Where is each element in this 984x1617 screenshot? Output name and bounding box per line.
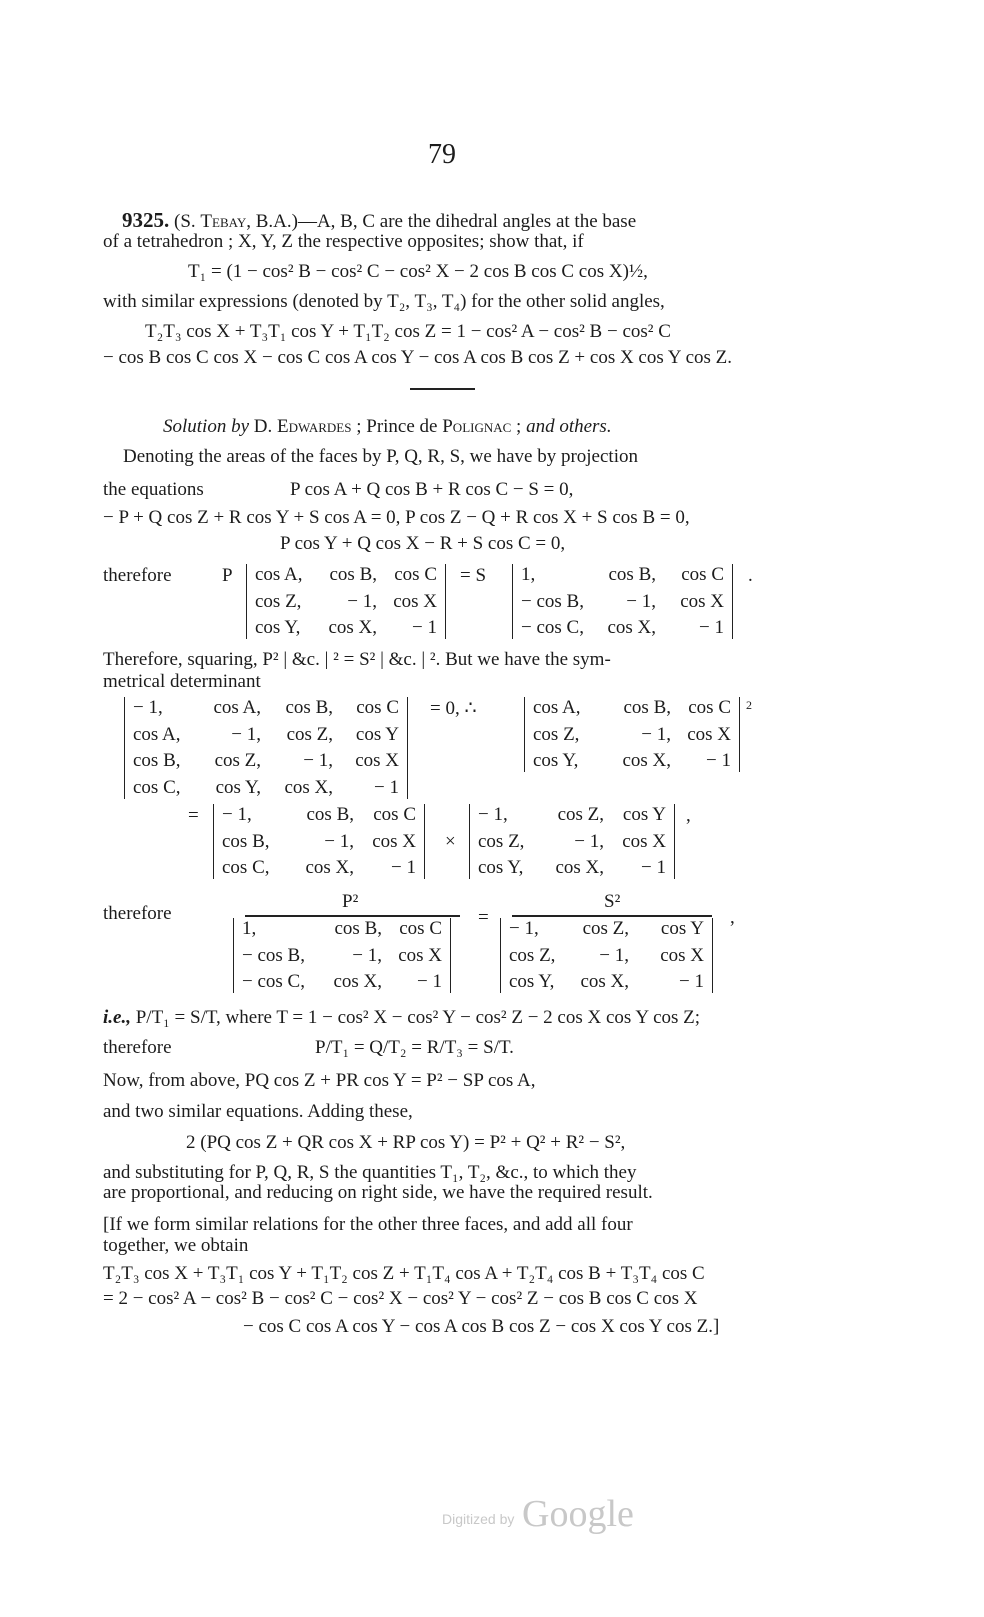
determinant-cell: − 1,: [222, 804, 252, 825]
determinant-cell: − 1: [374, 776, 399, 798]
determinant-cell: cos Y,: [509, 971, 555, 992]
determinant-cell: − 1: [412, 617, 437, 638]
determinant-cell: − cos C,: [521, 617, 584, 638]
determinant-cell: cos B,: [285, 697, 333, 718]
author-name: Tebay: [200, 211, 247, 232]
determinant: [124, 697, 408, 799]
problem-line: with similar expressions (denoted by T₂, T₃, T₄) for the other solid angles,: [103, 291, 665, 312]
determinant-cell: − 1,: [133, 697, 163, 718]
determinant-cell: cos C: [688, 697, 731, 718]
paragraph: Now, from above, PQ cos Z + PR cos Y = P² − SP cos A,: [103, 1070, 536, 1091]
determinant-cell: cos Z,: [582, 918, 629, 939]
determinant-cell: cos C,: [133, 776, 181, 798]
determinant-cell: cos X,: [580, 971, 629, 992]
determinant-cell: cos A,: [255, 564, 303, 585]
determinant-cell: cos Y,: [533, 750, 579, 771]
determinant-cell: cos X,: [333, 971, 382, 992]
determinant-cell: − 1: [641, 857, 666, 878]
solution-credit: [163, 416, 612, 438]
problem-number: 9325.: [122, 208, 170, 232]
equation-t1: T₁ = (1 − cos² B − cos² C − cos² X − 2 cos B cos C cos X)½,: [188, 261, 648, 282]
determinant-cell: − 1,: [509, 918, 539, 939]
symbol: ,: [730, 907, 735, 928]
fraction-bar: [245, 915, 460, 917]
equation: P/T₁ = Q/T₂ = R/T₃ = S/T.: [315, 1037, 514, 1058]
determinant-cell: 1,: [521, 564, 536, 585]
digitized-label: Digitized by: [442, 1511, 515, 1527]
credit-label: Solution by: [163, 416, 250, 437]
fraction-numerator: P²: [342, 891, 359, 912]
determinant: [512, 564, 733, 639]
equation-main: T₂T₃ cos X + T₃T₁ cos Y + T₁T₂ cos Z = 1 − cos² A − cos² B − cos² C: [145, 321, 671, 342]
determinant-cell: − 1,: [478, 804, 508, 825]
problem-line: of a tetrahedron ; X, Y, Z the respective opposites; show that, if: [103, 231, 584, 252]
determinant-cell: cos Z,: [214, 750, 261, 771]
symbol: ,: [686, 805, 691, 826]
equation: P cos Y + Q cos X − R + S cos C = 0,: [280, 533, 566, 554]
fraction-numerator: S²: [604, 891, 621, 912]
problem-text: (S.: [174, 211, 201, 232]
determinant-cell: cos C,: [222, 857, 270, 878]
determinant-cell: cos Y: [622, 804, 666, 825]
determinant: [233, 918, 451, 993]
symbol: = S: [460, 565, 487, 586]
determinant-cell: cos C: [399, 918, 442, 939]
equation: P cos A + Q cos B + R cos C − S = 0,: [290, 479, 574, 500]
determinant-cell: cos Z,: [286, 723, 333, 745]
text-label: therefore: [103, 903, 172, 924]
solver-name: Edwardes: [277, 416, 352, 437]
text-label: therefore: [103, 565, 172, 586]
determinant-cell: cos X,: [305, 857, 354, 878]
symbol: .: [748, 565, 753, 586]
determinant: [213, 804, 425, 879]
equation: − cos C cos A cos Y − cos A cos B cos Z − cos X cos Y cos Z.]: [243, 1316, 720, 1337]
determinant-cell: − cos B,: [521, 590, 584, 612]
google-watermark: Google: [522, 1493, 634, 1535]
determinant-cell: cos Z,: [509, 944, 556, 966]
credit-others: and others.: [526, 416, 612, 437]
problem-text: , B.A.)—A, B, C are the dihedral angles at the base: [246, 211, 637, 232]
determinant-cell: cos B,: [608, 564, 656, 585]
equation: 2 (PQ cos Z + QR cos X + RP cos Y) = P² + Q² + R² − S²,: [186, 1132, 626, 1153]
determinant-cell: − cos C,: [242, 971, 305, 992]
superscript: 2: [746, 698, 752, 712]
determinant: [500, 918, 713, 993]
determinant-cell: cos X,: [607, 617, 656, 638]
symbol: P: [222, 565, 233, 586]
determinant-cell: − 1,: [303, 750, 333, 771]
determinant-cell: cos B,: [133, 750, 181, 771]
paragraph: [If we form similar relations for the other three faces, and add all four: [103, 1214, 633, 1235]
determinant-cell: cos B,: [623, 697, 671, 718]
determinant-cell: cos C: [681, 564, 724, 585]
determinant: [469, 804, 675, 879]
determinant-cell: cos A,: [133, 723, 181, 745]
paragraph: Therefore, squaring, P² | &c. | ² = S² | &c. | ². But we have the sym-: [103, 649, 611, 670]
determinant-cell: cos X: [355, 750, 399, 771]
credit-text: D.: [249, 416, 278, 437]
determinant-cell: − cos B,: [242, 944, 305, 966]
symbol: ×: [445, 831, 456, 852]
determinant-cell: cos B,: [306, 804, 354, 825]
problem-heading: [122, 209, 636, 233]
paragraph: and two similar equations. Adding these,: [103, 1101, 413, 1122]
determinant: [524, 697, 740, 772]
paragraph: Denoting the areas of the faces by P, Q, R, S, we have by projection: [123, 446, 638, 467]
solver-name: Polignac: [442, 416, 512, 437]
determinant-cell: cos X,: [328, 617, 377, 638]
determinant-cell: cos Y: [355, 723, 399, 745]
determinant-cell: cos X,: [622, 750, 671, 771]
determinant-cell: cos Y,: [478, 857, 524, 878]
determinant-cell: cos X: [660, 944, 704, 966]
equation: − P + Q cos Z + R cos Y + S cos A = 0, P cos Z − Q + R cos X + S cos B = 0,: [103, 507, 690, 528]
determinant-cell: cos C: [356, 697, 399, 718]
paragraph: and substituting for P, Q, R, S the quantities T₁, T₂, &c., to which they: [103, 1162, 637, 1183]
determinant-cell: cos X: [393, 590, 437, 612]
determinant-cell: cos C: [373, 804, 416, 825]
determinant-cell: cos C: [394, 564, 437, 585]
determinant-cell: − 1,: [231, 723, 261, 745]
symbol: =: [188, 805, 199, 826]
symbol: =: [478, 907, 489, 928]
determinant-cell: − 1,: [324, 830, 354, 852]
determinant-cell: cos Y,: [215, 776, 261, 798]
credit-text: ;: [511, 416, 527, 437]
determinant-cell: cos Y: [660, 918, 704, 939]
abbrev: i.e.,: [103, 1007, 131, 1028]
determinant: [246, 564, 446, 639]
determinant-cell: cos B,: [222, 830, 270, 852]
determinant-cell: cos X,: [555, 857, 604, 878]
determinant-cell: cos Y,: [255, 617, 301, 638]
determinant-cell: cos X: [687, 723, 731, 745]
text-label: the equations: [103, 479, 204, 500]
symbol: = 0, ∴: [430, 698, 477, 719]
section-divider: [410, 388, 475, 390]
equation: P/T₁ = S/T, where T = 1 − cos² X − cos² Y − cos² Z − 2 cos X cos Y cos Z;: [130, 1007, 701, 1028]
determinant-cell: − 1,: [626, 590, 656, 612]
fraction-bar: [512, 915, 712, 917]
paragraph: are proportional, and reducing on right side, we have the required result.: [103, 1182, 653, 1203]
equation: T₂T₃ cos X + T₃T₁ cos Y + T₁T₂ cos Z + T₁T₄ cos A + T₂T₄ cos B + T₃T₄ cos C: [103, 1263, 705, 1284]
text-label: therefore: [103, 1037, 172, 1058]
determinant-cell: cos X: [680, 590, 724, 612]
determinant-cell: cos Z,: [533, 723, 580, 745]
determinant-cell: cos Z,: [255, 590, 302, 612]
determinant-cell: cos X: [622, 830, 666, 852]
determinant-cell: − 1: [391, 857, 416, 878]
determinant-cell: cos X,: [284, 776, 333, 798]
determinant-cell: cos A,: [533, 697, 581, 718]
determinant-cell: cos Z,: [478, 830, 525, 852]
determinant-cell: cos B,: [329, 564, 377, 585]
determinant-cell: cos Z,: [557, 804, 604, 825]
paragraph: metrical determinant: [103, 671, 261, 692]
determinant-cell: − 1: [679, 971, 704, 992]
equation: = 2 − cos² A − cos² B − cos² C − cos² X − cos² Y − cos² Z − cos B cos C cos X: [103, 1288, 698, 1309]
determinant-cell: − 1: [417, 971, 442, 992]
determinant-cell: − 1: [706, 750, 731, 771]
credit-text: ; Prince de: [351, 416, 443, 437]
determinant-cell: − 1,: [347, 590, 377, 612]
equation-main-cont: − cos B cos C cos X − cos C cos A cos Y − cos A cos B cos Z + cos X cos Y cos Z.: [103, 347, 733, 368]
determinant-cell: − 1,: [641, 723, 671, 745]
determinant-cell: − 1,: [574, 830, 604, 852]
paragraph: together, we obtain: [103, 1235, 249, 1256]
page-number: 79: [428, 139, 456, 170]
determinant-cell: cos B,: [334, 918, 382, 939]
determinant-cell: − 1: [699, 617, 724, 638]
determinant-cell: − 1,: [352, 944, 382, 966]
determinant-cell: cos X: [398, 944, 442, 966]
determinant-cell: cos A,: [213, 697, 261, 718]
determinant-cell: 1,: [242, 918, 257, 939]
paragraph: [103, 1007, 700, 1029]
determinant-cell: − 1,: [599, 944, 629, 966]
determinant-cell: cos X: [372, 830, 416, 852]
